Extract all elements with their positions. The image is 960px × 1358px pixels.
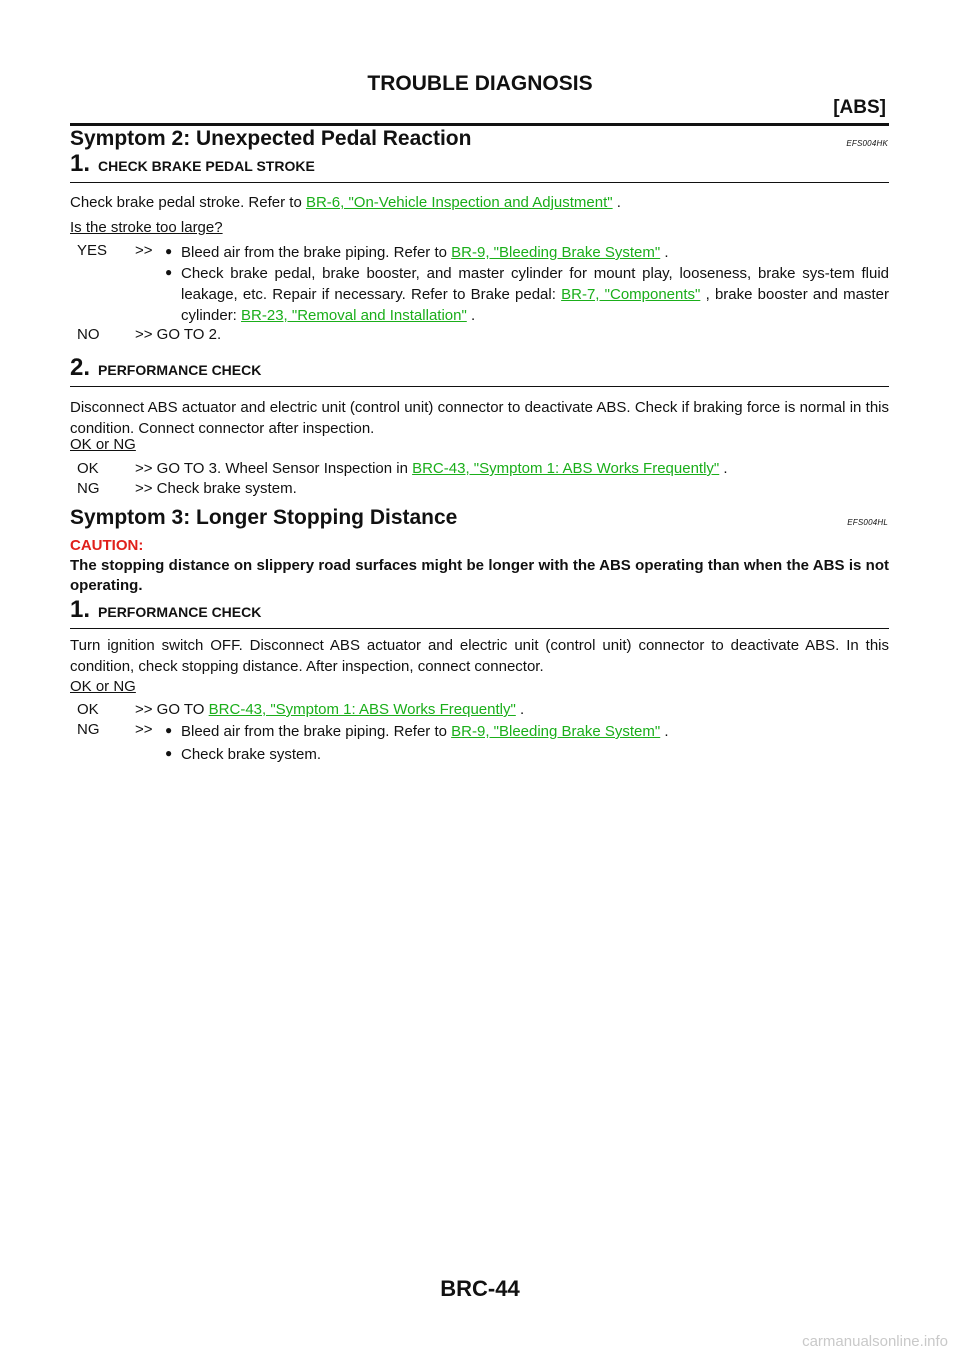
caution-label: CAUTION: xyxy=(70,537,144,554)
answer-no-text: >> GO TO 2. xyxy=(135,326,222,343)
link-br6-inspection[interactable]: BR-6, "On-Vehicle Inspection and Adjustment" xyxy=(305,194,613,211)
ng-bullet-2: Check brake system. xyxy=(181,746,322,763)
ng-bullet-1: Bleed air from the brake piping. Refer to BR-9, "Bleeding Brake System" . xyxy=(181,723,669,740)
answer-no-key: NO xyxy=(77,326,100,343)
answer-ok-text: >> GO TO 3. Wheel Sensor Inspection in BRC-43, "Symptom 1: ABS Works Frequently" . xyxy=(135,460,728,477)
step-title: PERFORMANCE CHECK xyxy=(98,604,262,620)
yes-bullet-1: Bleed air from the brake piping. Refer to BR-9, "Bleeding Brake System" . xyxy=(181,244,669,261)
bullet-icon: ● xyxy=(165,723,173,737)
step-number: 1. xyxy=(70,150,91,177)
symptom3-title: Symptom 3: Longer Stopping Distance xyxy=(70,506,458,529)
page-number: BRC-44 xyxy=(440,1276,520,1301)
symptom2-step2-heading xyxy=(70,354,889,387)
answer-yes-arrow: >> xyxy=(135,242,153,259)
answer-ok-text: >> GO TO BRC-43, "Symptom 1: ABS Works Frequently" . xyxy=(135,701,525,718)
bullet-icon: ● xyxy=(165,244,173,258)
header-rule xyxy=(70,123,889,126)
answer-yes-key: YES xyxy=(77,242,108,259)
symptom2-step2-text: Disconnect ABS actuator and electric unit (control unit) connector to deactivate ABS. Check if braking force is normal in this condition. Connect connector after inspection. xyxy=(70,399,889,437)
symptom3-step1-question: OK or NG xyxy=(70,678,136,695)
answer-ok-key: OK xyxy=(77,460,99,477)
symptom2-title: Symptom 2: Unexpected Pedal Reaction xyxy=(70,127,472,150)
yes-bullet-2: Check brake pedal, brake booster, and master cylinder for mount play, looseness, brake sys-tem fluid leakage, etc. Repair if necessary. Refer to Brake pedal: BR-7, "Components" , brake booster and master cylinder: BR-23, "Removal and Installation" . xyxy=(181,265,889,324)
symptom2-step1-text: Check brake pedal stroke. Refer to BR-6, "On-Vehicle Inspection and Adjustment" . xyxy=(70,194,621,211)
answer-ng-key: NG xyxy=(77,480,100,497)
symptom3-code: EFS004HL xyxy=(847,518,888,527)
symptom2-code: EFS004HK xyxy=(846,139,888,148)
page-header-title: TROUBLE DIAGNOSIS xyxy=(367,72,593,95)
step-number: 2. xyxy=(70,354,91,381)
answer-ng-text: >> Check brake system. xyxy=(135,480,297,497)
symptom2-step2-question: OK or NG xyxy=(70,436,136,453)
bullet-icon: ● xyxy=(165,746,173,760)
step-title: CHECK BRAKE PEDAL STROKE xyxy=(98,158,315,174)
link-brc43-symptom1[interactable]: BRC-43, "Symptom 1: ABS Works Frequently" xyxy=(208,701,516,718)
caution-text: The stopping distance on slippery road surfaces might be longer with the ABS operating than when the ABS is not operating. xyxy=(70,557,889,594)
symptom3-step1-text: Turn ignition switch OFF. Disconnect ABS actuator and electric unit (control unit) connector to deactivate ABS. In this condition, check stopping distance. After inspection, connect connector. xyxy=(70,637,889,675)
answer-ng-arrow: >> xyxy=(135,721,153,738)
answer-ng-key: NG xyxy=(77,721,100,738)
link-br9-bleeding[interactable]: BR-9, "Bleeding Brake System" xyxy=(451,244,661,261)
link-br9-bleeding[interactable]: BR-9, "Bleeding Brake System" xyxy=(451,723,661,740)
symptom3-step1-heading xyxy=(70,596,889,629)
link-br7-components[interactable]: BR-7, "Components" xyxy=(561,286,701,303)
symptom2-step1-heading xyxy=(70,150,889,183)
page-header-section: [ABS] xyxy=(833,97,886,118)
step-number: 1. xyxy=(70,596,91,623)
symptom2-step1-question: Is the stroke too large? xyxy=(70,219,223,236)
link-brc43-symptom1[interactable]: BRC-43, "Symptom 1: ABS Works Frequently" xyxy=(412,460,720,477)
answer-ok-key: OK xyxy=(77,701,99,718)
link-br23-removal[interactable]: BR-23, "Removal and Installation" xyxy=(241,307,467,324)
bullet-icon: ● xyxy=(165,265,173,279)
watermark: carmanualsonline.info xyxy=(802,1333,948,1350)
step-title: PERFORMANCE CHECK xyxy=(98,362,262,378)
